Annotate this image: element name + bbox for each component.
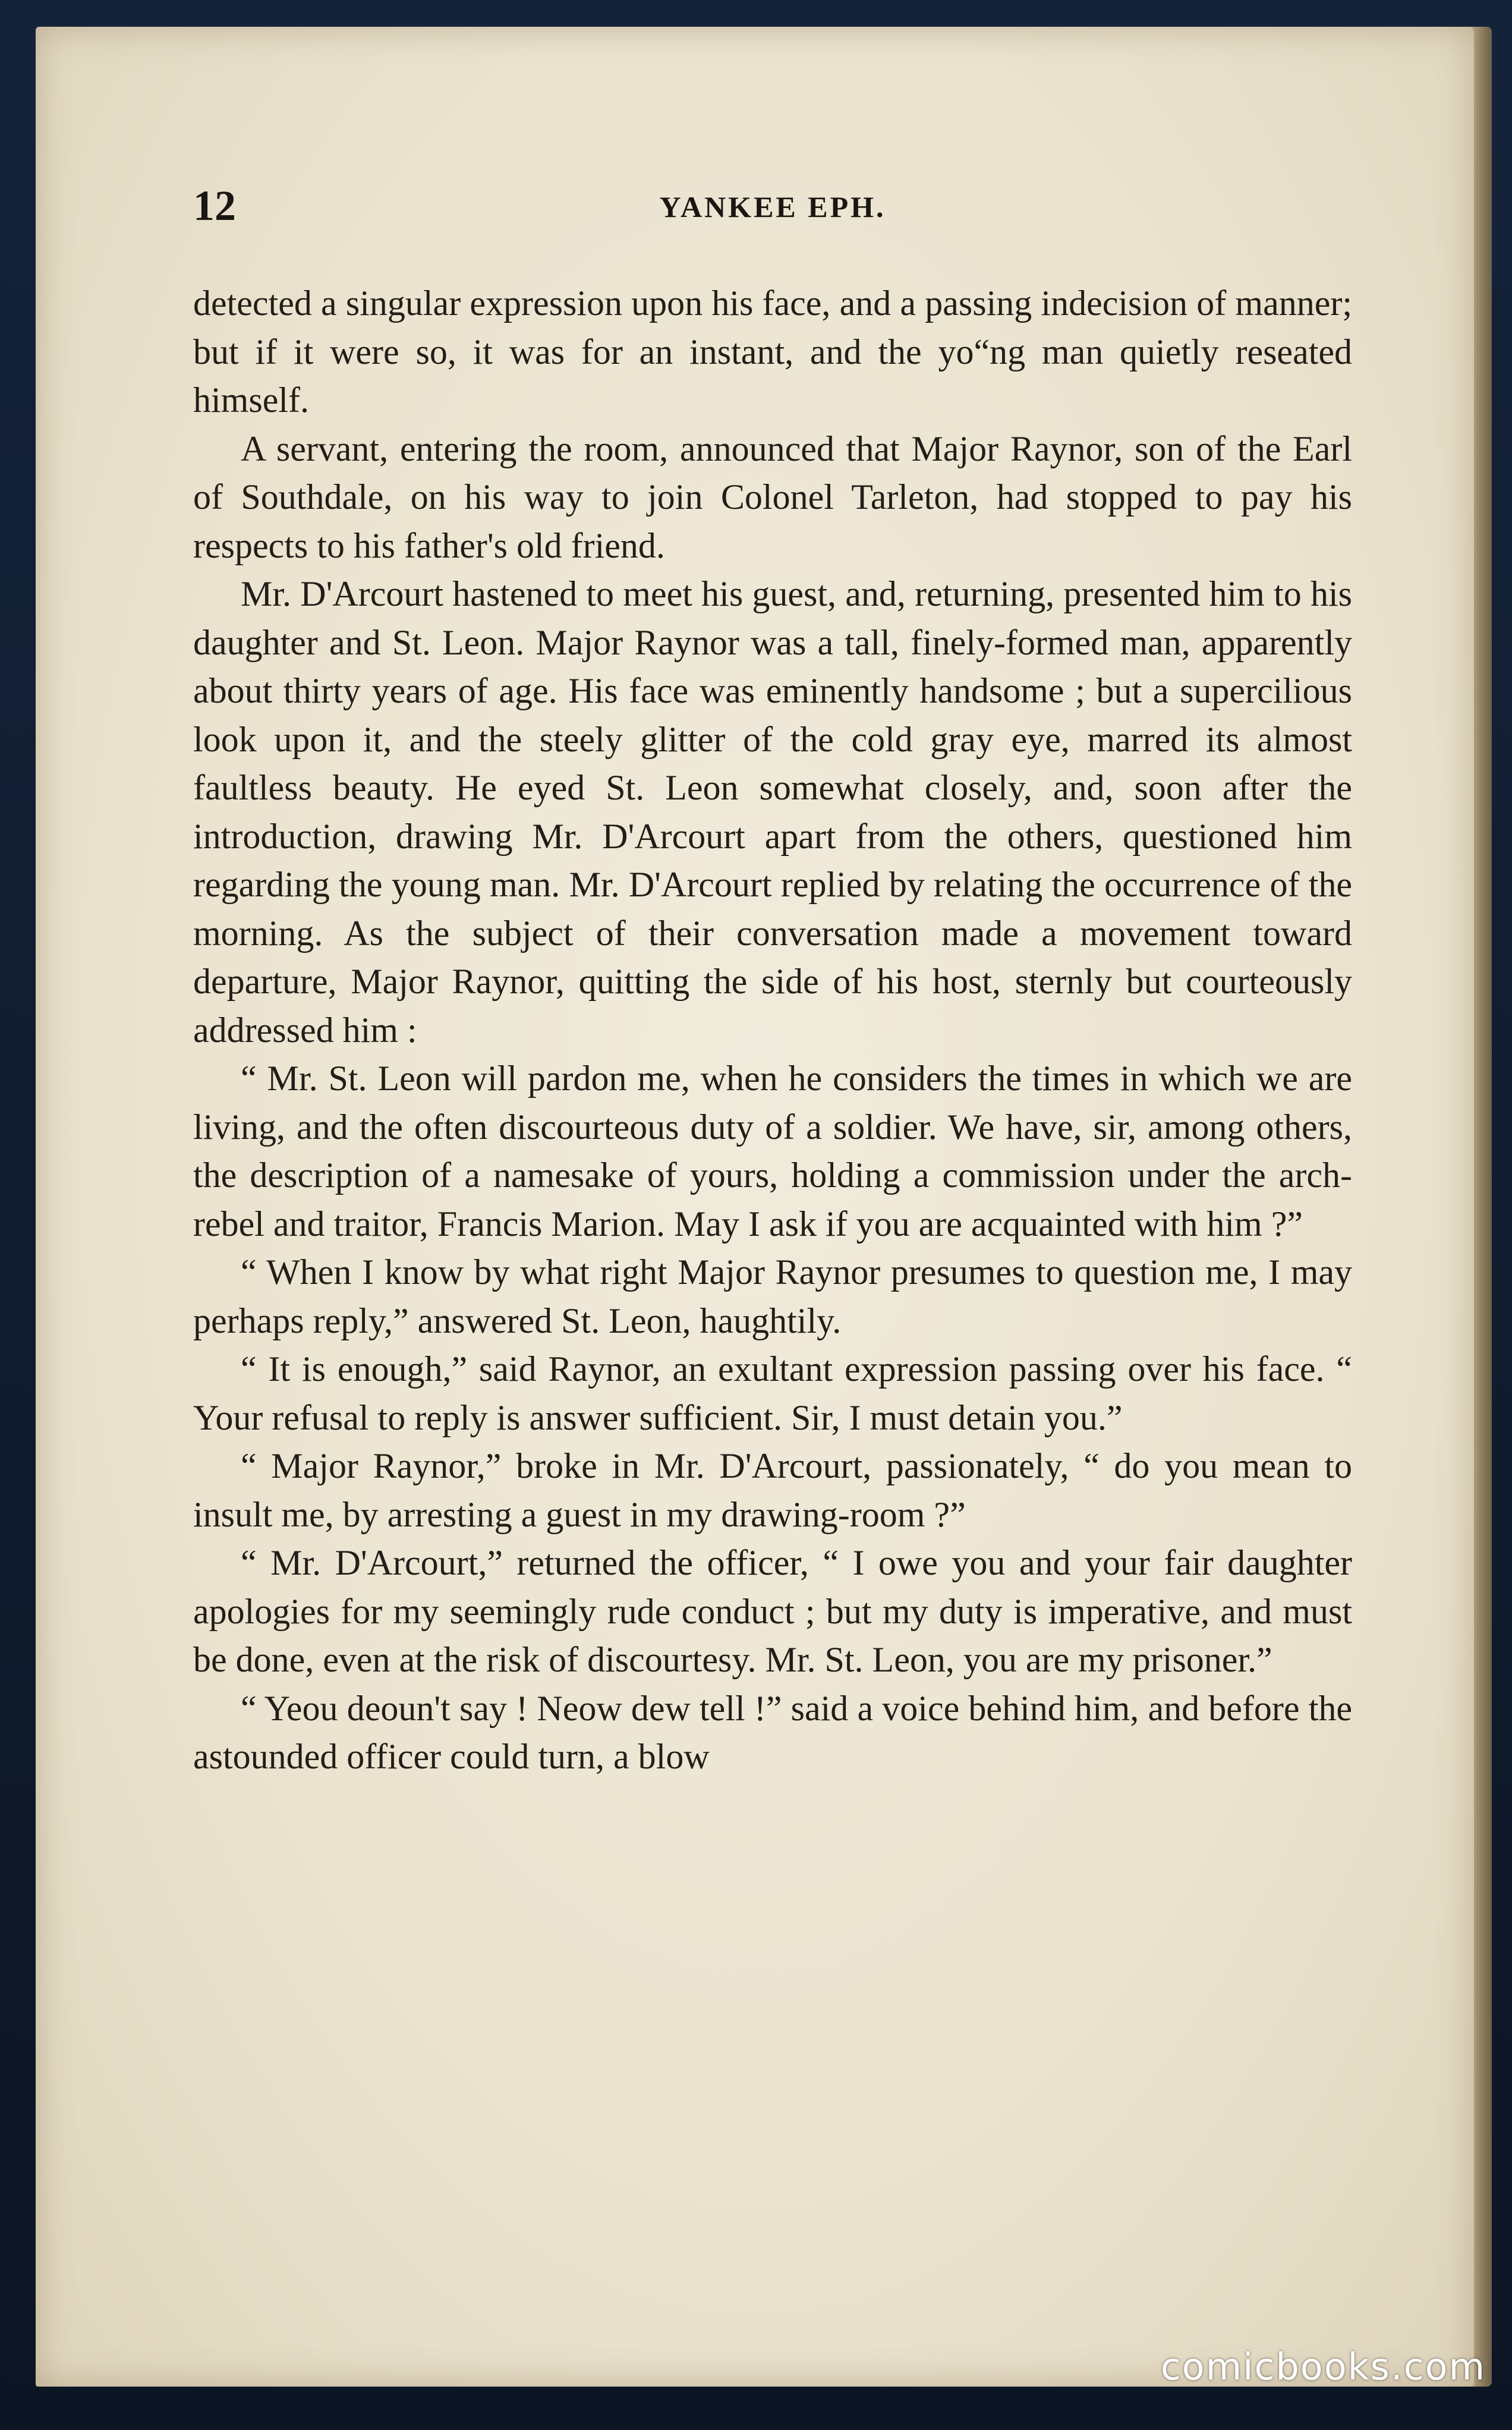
paragraph-8: “ Mr. D'Arcourt,” returned the officer, “ I owe you and your fair daughter apologies for my seemingly rude conduct ; but my duty is imperative, and must be done, even at the risk of discourtesy. Mr. St. Leon, you are my prisoner.” (193, 1543, 1352, 1679)
body-text (193, 279, 1352, 1781)
paragraph-5: “ When I know by what right Major Raynor presumes to question me, I may perhaps reply,” answered St. Leon, haughtily. (193, 1252, 1352, 1340)
paragraph-9: “ Yeou deoun't say ! Neow dew tell !” said a voice behind him, and before the astounded officer could turn, a blow (193, 1688, 1352, 1776)
running-head: YANKEE EPH. (659, 190, 886, 224)
paragraph-2: A servant, entering the room, announced that Major Raynor, son of the Earl of Southdale, on his way to join Colonel Tarleton, had stopped to pay his respects to his father's old friend. (193, 429, 1352, 565)
paragraph-4: “ Mr. St. Leon will pardon me, when he considers the times in which we are living, and the often discourteous duty of a soldier. We have, sir, among others, the description of a namesake of yours, holding a commission under the arch-rebel and traitor, Francis Marion. May I ask if you are acquainted with him ?” (193, 1059, 1352, 1244)
paragraph-1: detected a singular expression upon his face, and a passing indecision of manner; but if it were so, it was for an instant, and the yo“ng man quietly reseated himself. (193, 284, 1352, 420)
site-watermark: comicbooks.com (1160, 2345, 1486, 2388)
paragraph-6: “ It is enough,” said Raynor, an exultant expression passing over his face. “ Your refusal to reply is answer sufficient. Sir, I must detain you.” (193, 1349, 1352, 1437)
paragraph-7: “ Major Raynor,” broke in Mr. D'Arcourt, passionately, “ do you mean to insult me, by arresting a guest in my drawing-room ?” (193, 1446, 1352, 1534)
page-header (193, 181, 1352, 241)
page-number: 12 (193, 182, 236, 229)
paragraph-3: Mr. D'Arcourt hastened to meet his guest, and, returning, presented him to his daughter and St. Leon. Major Raynor was a tall, finely-formed man, apparently about thirty years of age. His face was eminently handsome ; but a supercilious look upon it, and the steely glitter of the cold gray eye, marred its almost faultless beauty. He eyed St. Leon somewhat closely, and, soon after the introduction, drawing Mr. D'Arcourt apart from the others, questioned him regarding the young man. Mr. D'Arcourt replied by relating the occurrence of the morning. As the subject of their conversation made a movement toward departure, Major Raynor, quitting the side of his host, sternly but courteously addressed him : (193, 574, 1352, 1050)
